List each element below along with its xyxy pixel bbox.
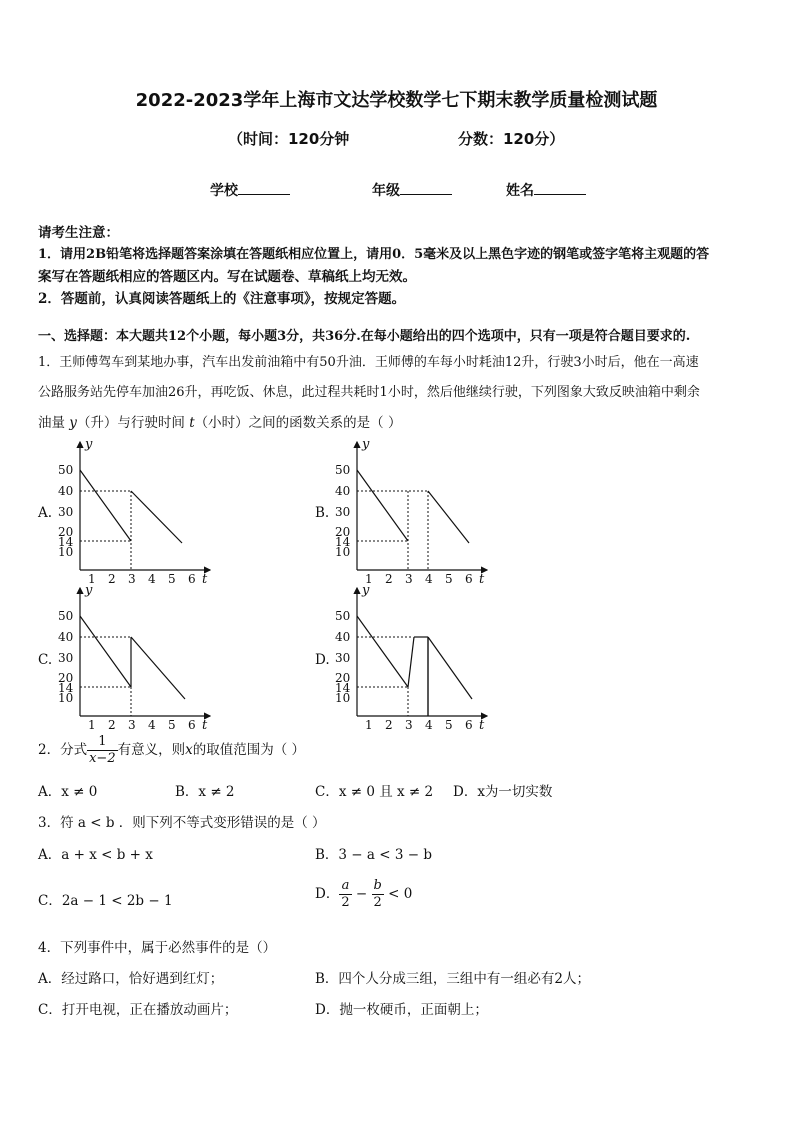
notice-line1b: 案写在答题纸相应的答题区内。写在试题卷、草稿纸上均无效。 (38, 269, 416, 285)
graph-c-xtick-4: 4 (148, 718, 156, 732)
q1-line2: 公路服务站先停车加油26升，再吃饭、休息，此过程共耗时1小时，然后他继续行驶，下列图象大致反映油箱中剩余 (38, 385, 700, 400)
graph-d-xtick-1: 1 (365, 718, 373, 732)
q2-var: x (185, 742, 193, 758)
section1-heading: 一、选择题：本大题共12个小题，每小题3分，共36分.在每小题给出的四个选项中，只有一项是符合题目要求的. (38, 329, 691, 344)
grade-field (372, 180, 452, 200)
graph-d-ytick-30: 30 (335, 651, 351, 665)
q1-stem (38, 348, 763, 438)
graph-b-xtick-4: 4 (425, 572, 433, 586)
q2-stem (38, 734, 763, 767)
graph-d-ytick-40: 40 (335, 630, 351, 644)
graph-c-ytick-14: 14 (58, 681, 74, 695)
graph-d-segment-2 (428, 637, 472, 699)
q1-option-a-label[interactable]: A. (38, 505, 53, 521)
graph-c-xtick-5: 5 (168, 718, 176, 732)
graph-d-segment-1 (357, 616, 408, 687)
q2-option-b[interactable]: B．x ≠ 2 (175, 784, 235, 800)
graph-d-y-label: y (362, 583, 370, 598)
q1-option-b-label[interactable]: B. (315, 505, 330, 521)
q4-stem: 4．下列事件中，属于必然事件的是（） (38, 940, 277, 956)
q2-post: 有意义，则 (117, 742, 186, 758)
q3-frac-a-den: 2 (341, 895, 350, 910)
graph-c-y-label: y (85, 583, 93, 598)
graph-c-xtick-1: 1 (88, 718, 96, 732)
graph-a-xtick-5: 5 (168, 572, 176, 586)
graph-b-xtick-3: 3 (405, 572, 413, 586)
graph-c-ytick-40: 40 (58, 630, 74, 644)
q2-option-d[interactable]: D．x为一切实数 (453, 784, 553, 800)
graph-a-segment-1 (80, 470, 131, 541)
q1-line3-a: 油量 (38, 415, 65, 431)
q4-option-a[interactable]: A．经过路口，恰好遇到红灯； (38, 971, 224, 987)
q3-option-a[interactable]: A．a + x < b + x (38, 847, 153, 863)
school-field (210, 180, 290, 200)
q2-pre: 2．分式 (38, 742, 88, 758)
q3-option-b[interactable]: B．3 − a < 3 − b (315, 847, 432, 863)
name-blank (534, 180, 586, 195)
q3-frac-b (372, 878, 384, 911)
q1-var-t: t (189, 415, 195, 431)
grade-label: 年级 (372, 183, 400, 199)
name-label: 姓名 (506, 183, 534, 199)
graph-c-xtick-3: 3 (128, 718, 136, 732)
graph-d-ytick-50: 50 (335, 609, 351, 623)
graph-a-xtick-2: 2 (108, 572, 116, 586)
notice-block (38, 222, 758, 310)
exam-score: 分数：120分） (458, 130, 565, 148)
graph-c-xtick-6: 6 (188, 718, 196, 732)
graph-d-refuel (408, 637, 414, 687)
q3-option-d-minus: − (355, 886, 368, 902)
q3-stem: 3．符 a < b ．则下列不等式变形错误的是（ ） (38, 815, 326, 831)
graph-b-segment-2 (428, 491, 469, 543)
q2-numerator: 1 (87, 734, 118, 751)
graph-b-segment-1 (357, 470, 408, 541)
q1-option-c-label[interactable]: C. (38, 652, 53, 668)
q3-frac-a-num: a (339, 878, 351, 895)
graph-d-ytick-10: 10 (335, 691, 351, 705)
graph-d-xtick-3: 3 (405, 718, 413, 732)
school-label: 学校 (210, 183, 238, 199)
school-blank (238, 180, 290, 195)
graph-d-xtick-2: 2 (385, 718, 393, 732)
graph-b-y-label: y (362, 437, 370, 452)
graph-b-ytick-30: 30 (335, 505, 351, 519)
notice-line1: 1．请用2B铅笔将选择题答案涂填在答题纸相应位置上，请用0．5毫米及以上黑色字迹的钢笔或签字笔将主观题的答 (38, 247, 710, 262)
q3-option-d-tail: < 0 (388, 886, 413, 902)
graph-d-xtick-6: 6 (465, 718, 473, 732)
q1-line3 (38, 408, 763, 438)
q4-option-c[interactable]: C．打开电视，正在播放动画片； (38, 1002, 238, 1018)
q4-option-d[interactable]: D．抛一枚硬币，正面朝上； (315, 1002, 488, 1018)
graph-d-xtick-4: 4 (425, 718, 433, 732)
graph-b-xtick-1: 1 (365, 572, 373, 586)
q2-fraction (87, 734, 118, 767)
graph-c-segment-1 (80, 616, 131, 687)
graph-b-ytick-10: 10 (335, 545, 351, 559)
q3-frac-a (339, 878, 351, 911)
graph-d-xtick-5: 5 (445, 718, 453, 732)
q2-option-a[interactable]: A．x ≠ 0 (38, 784, 98, 800)
graph-a-ytick-14: 14 (58, 535, 74, 549)
graph-c-ytick-20: 20 (58, 671, 74, 685)
name-field (506, 180, 586, 200)
q3-frac-b-num: b (373, 878, 382, 893)
graph-b-xtick-5: 5 (445, 572, 453, 586)
q3-option-c[interactable]: C．2a − 1 < 2b − 1 (38, 893, 173, 909)
graph-a-t-label: t (202, 572, 208, 586)
graph-a-y-label: y (85, 437, 93, 452)
graph-a-segment-2 (131, 491, 182, 543)
graph-b-ytick-50: 50 (335, 463, 351, 477)
q1-line1: 1．王师傅驾车到某地办事，汽车出发前油箱中有50升油．王师傅的车每小时耗油12升，行驶3小时后，他在一高速 (38, 355, 699, 370)
q1-var-y: y (69, 415, 77, 431)
graph-a (55, 436, 215, 586)
graph-a-ytick-20: 20 (58, 525, 74, 539)
graph-a-xtick-6: 6 (188, 572, 196, 586)
q2-option-c[interactable]: C．x ≠ 0 且 x ≠ 2 (315, 784, 434, 800)
q3-frac-b-den: 2 (373, 895, 382, 910)
graph-d-t-label: t (479, 718, 485, 732)
graph-a-xtick-3: 3 (128, 572, 136, 586)
graph-b (332, 436, 492, 586)
q3-option-d[interactable] (315, 878, 412, 911)
graph-b-ytick-20: 20 (335, 525, 351, 539)
graph-b-t-label: t (479, 572, 485, 586)
q2-denominator: x−2 (89, 751, 116, 766)
graph-c (55, 582, 215, 732)
q4-option-b[interactable]: B．四个人分成三组，三组中有一组必有2人； (315, 971, 591, 987)
graph-a-xtick-4: 4 (148, 572, 156, 586)
q2-post2: 的取值范围为（ ） (192, 742, 306, 758)
notice-heading: 请考生注意： (38, 225, 119, 241)
notice-line2: 2．答题前，认真阅读答题纸上的《注意事项》，按规定答题。 (38, 291, 406, 307)
graph-a-xtick-1: 1 (88, 572, 96, 586)
graph-c-ytick-50: 50 (58, 609, 74, 623)
q1-option-d-label[interactable]: D. (315, 652, 330, 668)
graph-b-xtick-6: 6 (465, 572, 473, 586)
graph-d-ytick-14: 14 (335, 681, 351, 695)
graph-a-ytick-40: 40 (58, 484, 74, 498)
graph-a-ytick-10: 10 (58, 545, 74, 559)
exam-title: 2022-2023学年上海市文达学校数学七下期末教学质量检测试题 (135, 90, 658, 111)
graph-c-segment-2 (131, 637, 185, 699)
q1-line3-c: （小时）之间的函数关系的是（ ） (194, 415, 402, 431)
graph-a-ytick-50: 50 (58, 463, 74, 477)
graph-c-t-label: t (202, 718, 208, 732)
graph-c-ytick-10: 10 (58, 691, 74, 705)
graph-b-ytick-40: 40 (335, 484, 351, 498)
graph-c-ytick-30: 30 (58, 651, 74, 665)
q1-line3-b: （升）与行驶时间 (76, 415, 185, 431)
graph-a-ytick-30: 30 (58, 505, 74, 519)
q3-option-d-label: D． (315, 886, 340, 902)
grade-blank (400, 180, 452, 195)
graph-d (332, 582, 492, 732)
graph-c-xtick-2: 2 (108, 718, 116, 732)
graph-d-ytick-20: 20 (335, 671, 351, 685)
graph-b-xtick-2: 2 (385, 572, 393, 586)
graph-b-ytick-14: 14 (335, 535, 351, 549)
exam-time: （时间：120分钟 (228, 130, 350, 148)
